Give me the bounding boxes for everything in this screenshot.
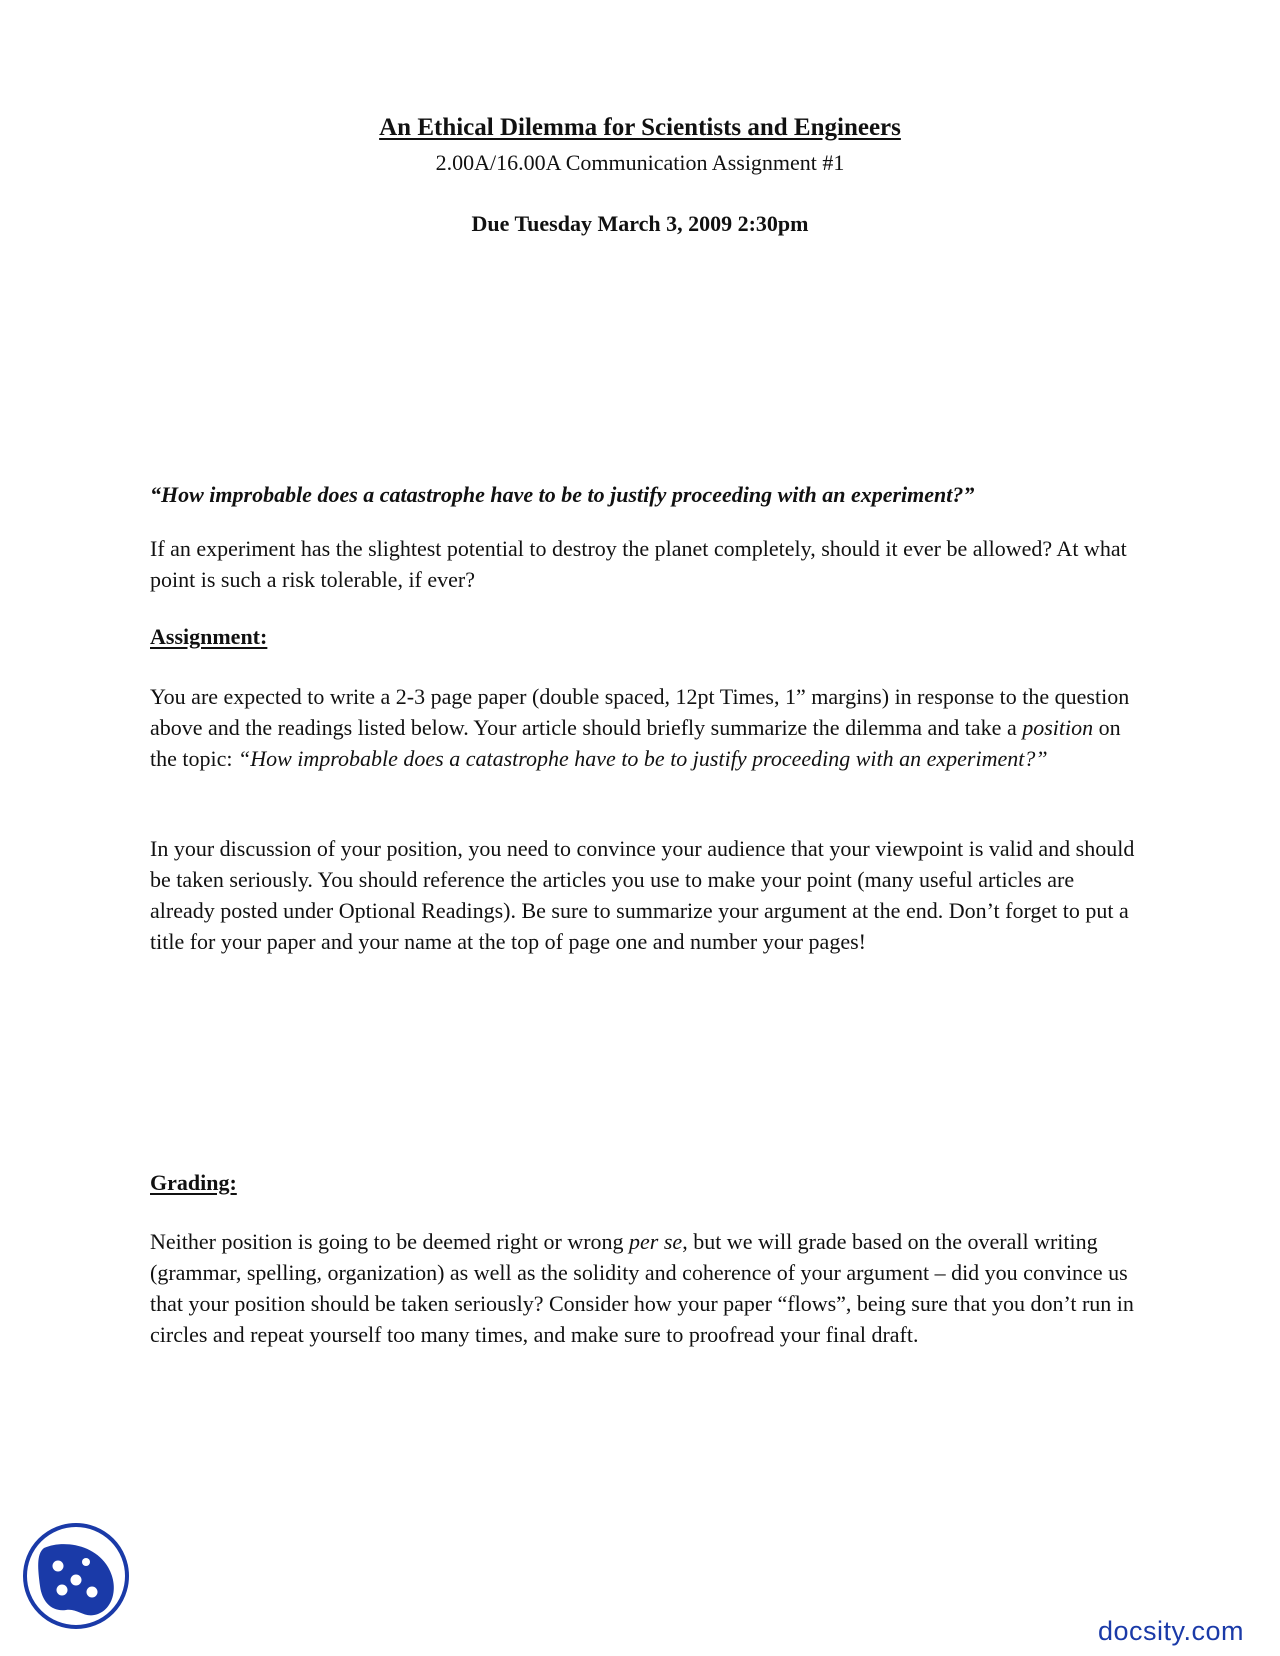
grading-emphasis: per se	[629, 1229, 683, 1254]
due-date: Due Tuesday March 3, 2009 2:30pm	[471, 211, 809, 236]
assignment-paragraph-1	[150, 681, 1140, 774]
assignment-paragraph-2: In your discussion of your position, you need to convince your audience that your viewpoint is valid and should be taken seriously. You should reference the articles you use to make your point (many useful articles are already posted under Optional Readings). Be sure to summarize your argument at the end. Don’t forget to put a title for your paper and your name at the top of page one and number your pages!	[150, 836, 1135, 954]
docsity-logo-icon[interactable]	[22, 1522, 130, 1630]
grading-paragraph	[150, 1226, 1140, 1350]
assignment-p1-emphasis: position	[1022, 715, 1094, 740]
grading-text-a: Neither position is going to be deemed right or wrong	[150, 1229, 630, 1254]
grading-heading: Grading:	[150, 1170, 237, 1195]
grading-text-b: , but we will grade based on the overall writing (grammar, spelling, organization) as well as the solidity and coherence of your argument – did you convince us that your position should be taken seriously? Consider how your paper “flows”, being sure that you don’t run in circles and repeat yourself too many times, and make sure to proofread your final draft.	[150, 1229, 1134, 1347]
assignment-heading: Assignment:	[150, 624, 268, 649]
assignment-p1-text-a: You are expected to write a 2-3 page paper (double spaced, 12pt Times, 1” margins) in response to the question above and the readings listed below. Your article should briefly summarize the dilemma and take a	[150, 684, 1130, 740]
guiding-question: “How improbable does a catastrophe have to be to justify proceeding with an experiment?”	[150, 482, 975, 507]
docsity-brand-link[interactable]: docsity.com	[1098, 1616, 1245, 1646]
document-title: An Ethical Dilemma for Scientists and Engineers	[379, 114, 901, 141]
intro-paragraph: If an experiment has the slightest potential to destroy the planet completely, should it ever be allowed? At what point is such a risk tolerable, if ever?	[150, 536, 1127, 592]
assignment-p1-text-b: on the topic:	[150, 715, 1121, 771]
document-subtitle: 2.00A/16.00A Communication Assignment #1	[435, 150, 845, 175]
assignment-p1-quote: “How improbable does a catastrophe have to be to justify proceeding with an experiment?”	[237, 746, 1048, 771]
